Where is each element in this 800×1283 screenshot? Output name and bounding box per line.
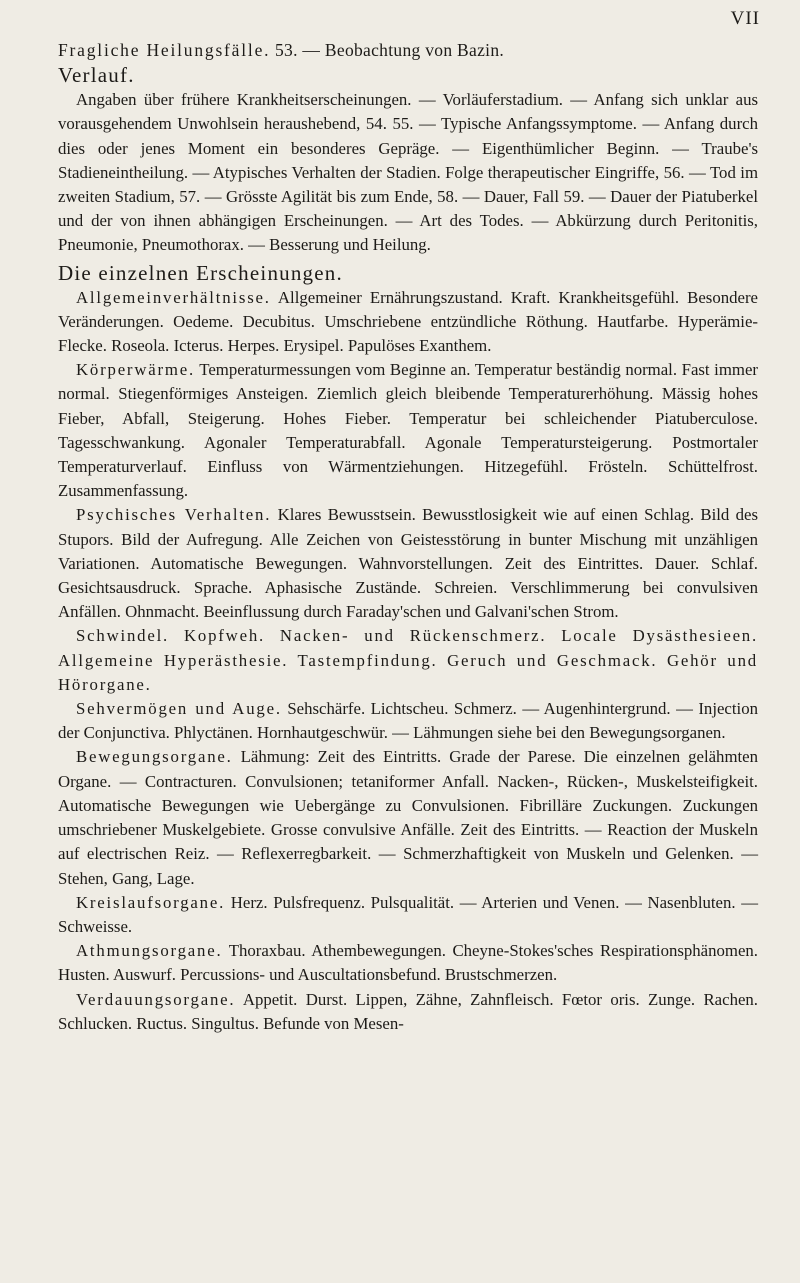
document-body (58, 38, 758, 1036)
paragraph-text: Lähmung: Zeit des Eintritts. Grade der Parese. Die einzelnen gelähmten Organe. — Contracturen. Convulsionen; tetaniformer Anfall. Nacken-, Rücken-, Muskelsteifigkeit. Automatische Bewegungen wie Uebergänge zu Convulsionen. Fibrilläre Zuckungen. Zuckungen umschriebener Muskelgebiete. Grosse convulsive Anfälle. Zeit des Eintritts. — Reaction der Muskeln auf electrischen Reiz. — Reflexerregbarkeit. — Schmerzhaftigkeit von Muskeln und Gelenken. — Stehen, Gang, Lage. (58, 747, 758, 888)
paragraph-text: Thoraxbau. Athembewegungen. Cheyne-Stokes'sches Respirationsphänomen. Husten. Auswurf. Percussions- und Auscultationsbefund. Brustschmerzen. (58, 941, 758, 985)
paragraph-kreislaufsorgane (58, 891, 758, 939)
paragraph-lead: Sehvermögen und Auge. (76, 699, 282, 719)
paragraph-text: Herz. Pulsfrequenz. Pulsqualität. — Arterien und Venen. — Nasenbluten. — Schweisse. (58, 892, 758, 936)
paragraph-lead: Athmungsorgane. (76, 941, 223, 961)
paragraph-text: Allgemeiner Ernährungszustand. Kraft. Krankheitsgefühl. Besondere Veränderungen. Oedeme. Decubitus. Umschriebene entzündliche Röthung. Hautfarbe. Hyperämie-Flecke. Roseola. Icterus. Herpes. Erysipel. Papulöses Exanthem. (58, 287, 758, 356)
running-header (58, 38, 758, 62)
page-number: VII (730, 8, 760, 29)
paragraph-lead: Verdauungsorgane. (76, 989, 236, 1009)
paragraph-bewegungsorgane (58, 745, 758, 890)
paragraph-lead: Körperwärme. (76, 360, 195, 380)
paragraph-koerperwaerme (58, 358, 758, 503)
paragraph-lead: Psychisches Verhalten. (76, 505, 272, 525)
paragraph-verdauungsorgane (58, 988, 758, 1036)
paragraph-text: Klares Bewusstsein. Bewusstlosigkeit wie auf einen Schlag. Bild des Stupors. Bild der Aufregung. Alle Zeichen von Geistesstörung in bunter Mischung mit unzähligen Variationen. Automatische Bewegungen. Wahnvorstellungen. Zeit des Eintrittes. Dauer. Schlaf. Gesichtsausdruck. Sprache. Aphasische Zustände. Schreien. Verschlimmerung bei convulsiven Anfällen. Ohnmacht. Beeinflussung durch Faraday'schen und Galvani'schen Strom. (58, 505, 758, 622)
paragraph-lead: Allgemeinverhältnisse. (76, 287, 271, 307)
paragraph-sehvermoegen (58, 697, 758, 745)
paragraph-lead: Bewegungsorgane. (76, 747, 233, 767)
paragraph-lead: Kreislaufsorgane. (76, 892, 226, 912)
paragraph-text: Temperaturmessungen vom Beginne an. Temperatur beständig normal. Fast immer normal. Stiegenförmiges Ansteigen. Ziemlich gleich bleibende Temperaturerhöhung. Mässig hohes Fieber, Abfall, Steigerung. Hohes Fieber. Temperatur bei schleichender Piatuberculose. Tagesschwankung. Agonaler Temperaturabfall. Agonale Temperatursteigerung. Postmortaler Temperaturverlauf. Einfluss von Wärmentziehungen. Hitzegefühl. Frösteln. Schüttelfrost. Zusammenfassung. (58, 360, 758, 501)
header-title: Fragliche Heilungsfälle. (58, 40, 271, 60)
header-detail: 53. — Beobachtung von Bazin. (270, 40, 505, 60)
section-title-erscheinungen: Die einzelnen Erscheinungen. (58, 260, 343, 285)
paragraph-psychisches-verhalten (58, 503, 758, 624)
paragraph-athmungsorgane (58, 939, 758, 987)
paragraph-lead: Schwindel. Kopfweh. Nacken- und Rückenschmerz. Locale Dysästhesieen. Allgemeine Hyperästhesie. Tastempfindung. Geruch und Geschmack. Gehör und Hörorgane. (58, 626, 758, 694)
paragraph-allgemeinverhaeltnisse (58, 286, 758, 359)
paragraph-text: Appetit. Durst. Lippen, Zähne, Zahnfleisch. Fœtor oris. Zunge. Rachen. Schlucken. Ructus. Singultus. Befunde von Mesen- (58, 989, 758, 1033)
verlauf-paragraph: Angaben über frühere Krankheitserscheinungen. — Vorläuferstadium. — Anfang sich unklar aus vorausgehendem Unwohlsein heraushebend, 54. 55. — Typische Anfangssymptome. — Anfang durch dies oder jenes Moment ein besonderes Gepräge. — Eigenthümlicher Beginn. — Traube's Stadieneintheilung. — Atypisches Verhalten der Stadien. Folge therapeutischer Eingriffe, 56. — Tod im zweiten Stadium, 57. — Grösste Agilität bis zum Ende, 58. — Dauer, Fall 59. — Dauer der Piatuberkel und der von ihnen abhängigen Erscheinungen. — Art des Todes. — Abkürzung durch Peritonitis, Pneumonie, Pneumothorax. — Besserung und Heilung. (58, 90, 758, 255)
paragraph-schwindel (58, 624, 758, 697)
paragraph-text: Sehschärfe. Lichtscheu. Schmerz. — Augenhintergrund. — Injection der Conjunctiva. Phlyctänen. Hornhautgeschwür. — Lähmungen siehe bei den Bewegungsorganen. (58, 699, 758, 743)
section-title-verlauf: Verlauf. (58, 63, 135, 88)
